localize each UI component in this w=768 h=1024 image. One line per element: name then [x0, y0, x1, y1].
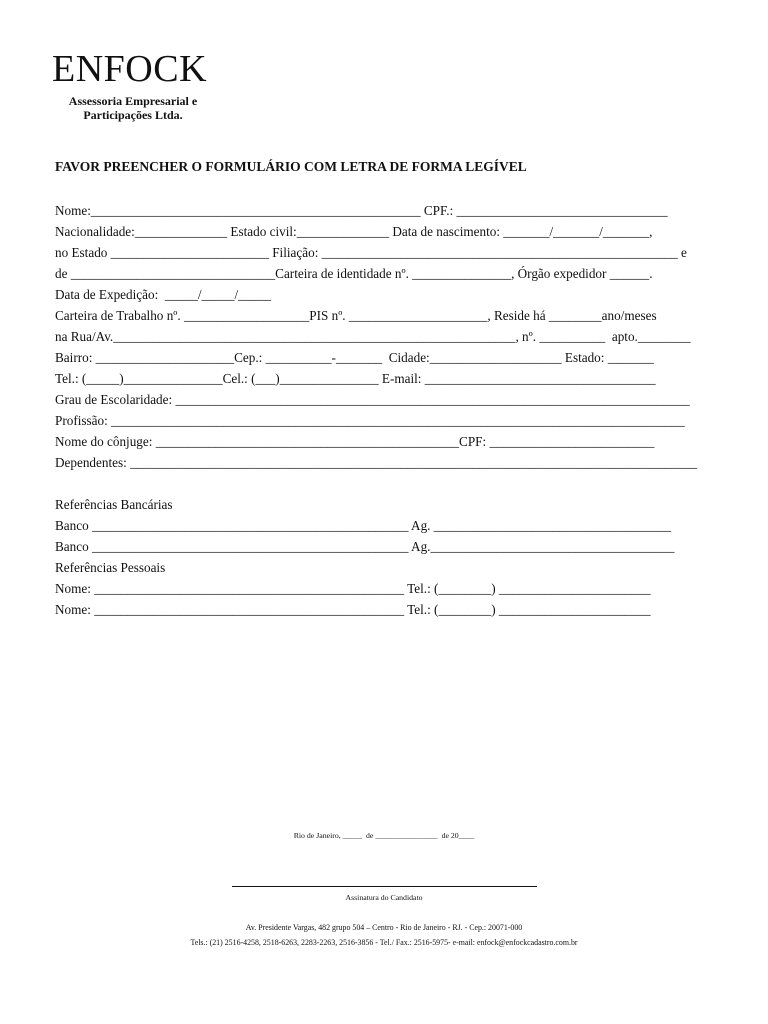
field-banco-1[interactable]: Banco ________________________________________________ Ag. ____________________________________: [55, 518, 672, 533]
field-referencia-1[interactable]: Nome: _______________________________________________ Tel.: (________) _______________________: [55, 581, 651, 596]
company-logo: ENFOCK: [52, 48, 208, 90]
company-subtitle-line1: Assessoria Empresarial e: [68, 94, 198, 108]
field-nome-cpf[interactable]: Nome:__________________________________________________ CPF.: ________________________________: [55, 203, 668, 218]
field-endereco[interactable]: na Rua/Av._____________________________________________________________, nº. __________ apto.________: [55, 329, 691, 344]
bank-references-title: Referências Bancárias: [55, 497, 173, 512]
field-identidade[interactable]: de _______________________________Carteira de identidade nº. _______________, Órgão expedidor ______.: [55, 266, 653, 281]
field-bairro-cep[interactable]: Bairro: _____________________Cep.: __________-_______ Cidade:____________________ Estado: _______: [55, 350, 654, 365]
field-estado-filiacao[interactable]: no Estado ________________________ Filiação: ______________________________________________________ e: [55, 245, 687, 260]
field-conjuge[interactable]: Nome do cônjuge: ______________________________________________CPF: _________________________: [55, 434, 655, 449]
form-heading: FAVOR PREENCHER O FORMULÁRIO COM LETRA DE FORMA LEGÍVEL: [55, 159, 527, 174]
date-line[interactable]: Rio de Janeiro, _____ de ________________ de 20____: [293, 831, 475, 840]
field-referencia-2[interactable]: Nome: _______________________________________________ Tel.: (________) _______________________: [55, 602, 651, 617]
field-escolaridade[interactable]: Grau de Escolaridade: ______________________________________________________________________________: [55, 392, 690, 407]
field-carteira-trabalho[interactable]: Carteira de Trabalho nº. ___________________PIS nº. _____________________, Reside há ________ano/meses: [55, 308, 657, 323]
company-contacts: Tels.: (21) 2516-4258, 2518-6263, 2283-2263, 2516-3856 - Tel./ Fax.: 2516-5975- e-mail: enfock@enfockcadastro.com.br: [190, 938, 578, 947]
field-profissao[interactable]: Profissão: _______________________________________________________________________________________: [55, 413, 685, 428]
field-dependentes[interactable]: Dependentes: ______________________________________________________________________________________: [55, 455, 698, 470]
signature-line[interactable]: [232, 886, 537, 887]
field-data-expedicao[interactable]: Data de Expedição: _____/_____/_____: [55, 287, 272, 302]
company-address: Av. Presidente Vargas, 482 grupo 504 – Centro - Rio de Janeiro - RJ. - Cep.: 20071-000: [245, 923, 523, 932]
signature-label: Assinatura do Candidato: [345, 893, 423, 902]
field-nacionalidade[interactable]: Nacionalidade:______________ Estado civil:______________ Data de nascimento: _______/_______/_______,: [55, 224, 653, 239]
field-telefones-email[interactable]: Tel.: (_____)_______________Cel.: (___)_______________ E-mail: ___________________________________: [55, 371, 656, 386]
personal-references-title: Referências Pessoais: [55, 560, 166, 575]
company-subtitle-line2: Participações Ltda.: [83, 108, 183, 122]
field-banco-2[interactable]: Banco ________________________________________________ Ag._____________________________________: [55, 539, 675, 554]
